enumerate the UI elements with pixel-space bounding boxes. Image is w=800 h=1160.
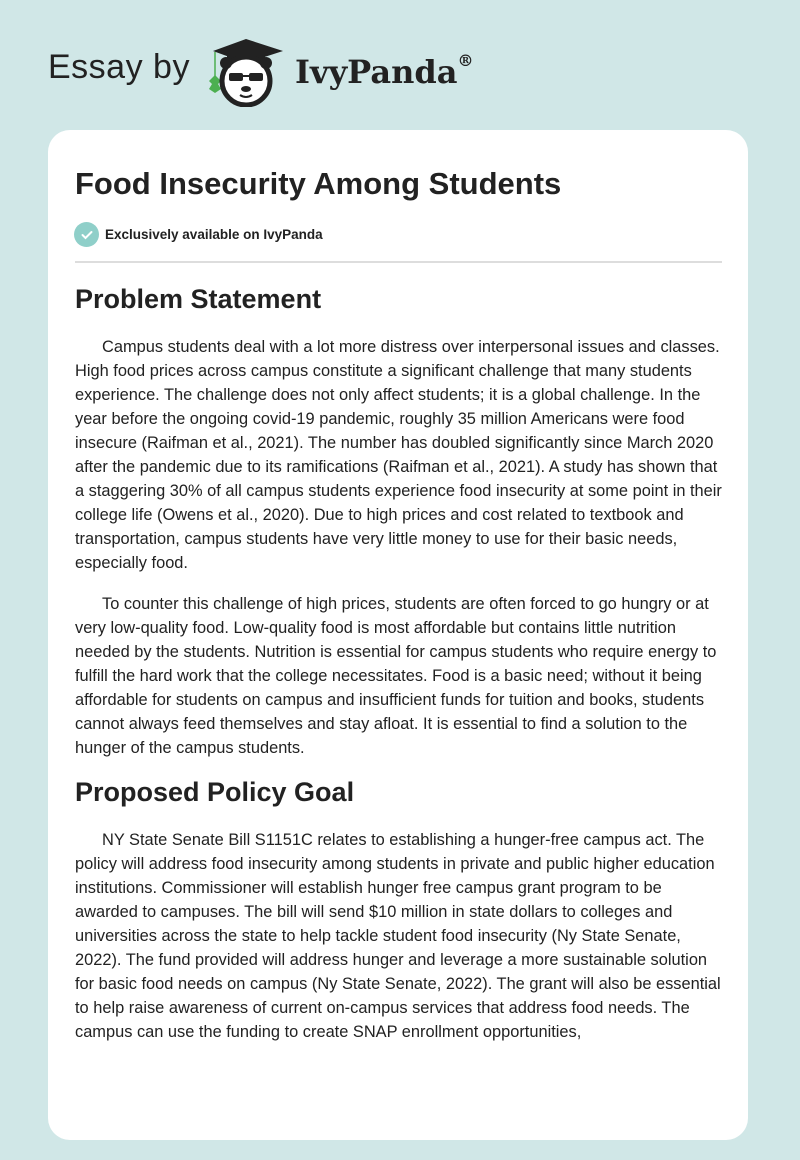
site-header bbox=[0, 20, 800, 120]
brand-text: IvyPanda bbox=[295, 53, 458, 91]
paragraph: NY State Senate Bill S1151C relates to establishing a hunger-free campus act. The policy will address food insecurity among students in private and public higher education institutions. Commissioner will establish hunger free campus grant program to be awarded to campuses. The bill will send $10 million in state dollars to colleges and universities across the state to help tackle student food insecurity (Ny State Senate, 2022). The fund provided will address hunger and leverage a more sustainable solution for basic food needs on campus (Ny State Senate, 2022). The grant will also be essential to help raise awareness of current on-campus services that address food needs. The campus can use the funding to create SNAP enrollment opportunities, bbox=[75, 831, 721, 1041]
check-circle-icon bbox=[74, 222, 99, 247]
section-heading: Problem Statement bbox=[75, 284, 322, 314]
registered-mark: ® bbox=[457, 51, 474, 70]
ivypanda-logo-icon[interactable] bbox=[203, 37, 289, 107]
paragraph: To counter this challenge of high prices, students are often forced to go hungry or at very low-quality food. Low-quality food is most affordable but contains little nutrition needed by the students. Nutrition is essential for campus students who require energy to fulfill the hard work that the college necessitates. Food is a basic need; without it being affordable for students on campus and insufficient funds for tuition and books, students cannot always feed themselves and stay afloat. It is essential to find a solution to the hunger of the campus students. bbox=[75, 595, 717, 757]
page-title: Food Insecurity Among Students bbox=[75, 166, 562, 201]
exclusive-badge bbox=[74, 222, 323, 247]
paragraph: Campus students deal with a lot more distress over interpersonal issues and classes. High food prices across campus constitute a significant challenge that many students experience. The challenge does not only affect students; it is a global challenge. In the year before the ongoing covid-19 pandemic, roughly 35 million Americans were food insecure (Raifman et al., 2021). The number has doubled significantly since March 2020 after the pandemic due to its ramifications (Raifman et al., 2021). A study has shown that a staggering 30% of all campus students experience food insecurity at some point in their college life (Owens et al., 2020). Due to high prices and cost related to textbook and transportation, campus students have very little money to use for their basic needs, especially food. bbox=[75, 338, 722, 572]
divider bbox=[75, 261, 722, 263]
brand-name[interactable] bbox=[295, 53, 473, 91]
exclusive-badge-text: Exclusively available on IvyPanda bbox=[105, 227, 323, 242]
essay-content bbox=[75, 280, 723, 1061]
essay-card bbox=[48, 130, 748, 1140]
section-heading: Proposed Policy Goal bbox=[75, 777, 355, 807]
essay-by-label: Essay by bbox=[48, 48, 190, 86]
